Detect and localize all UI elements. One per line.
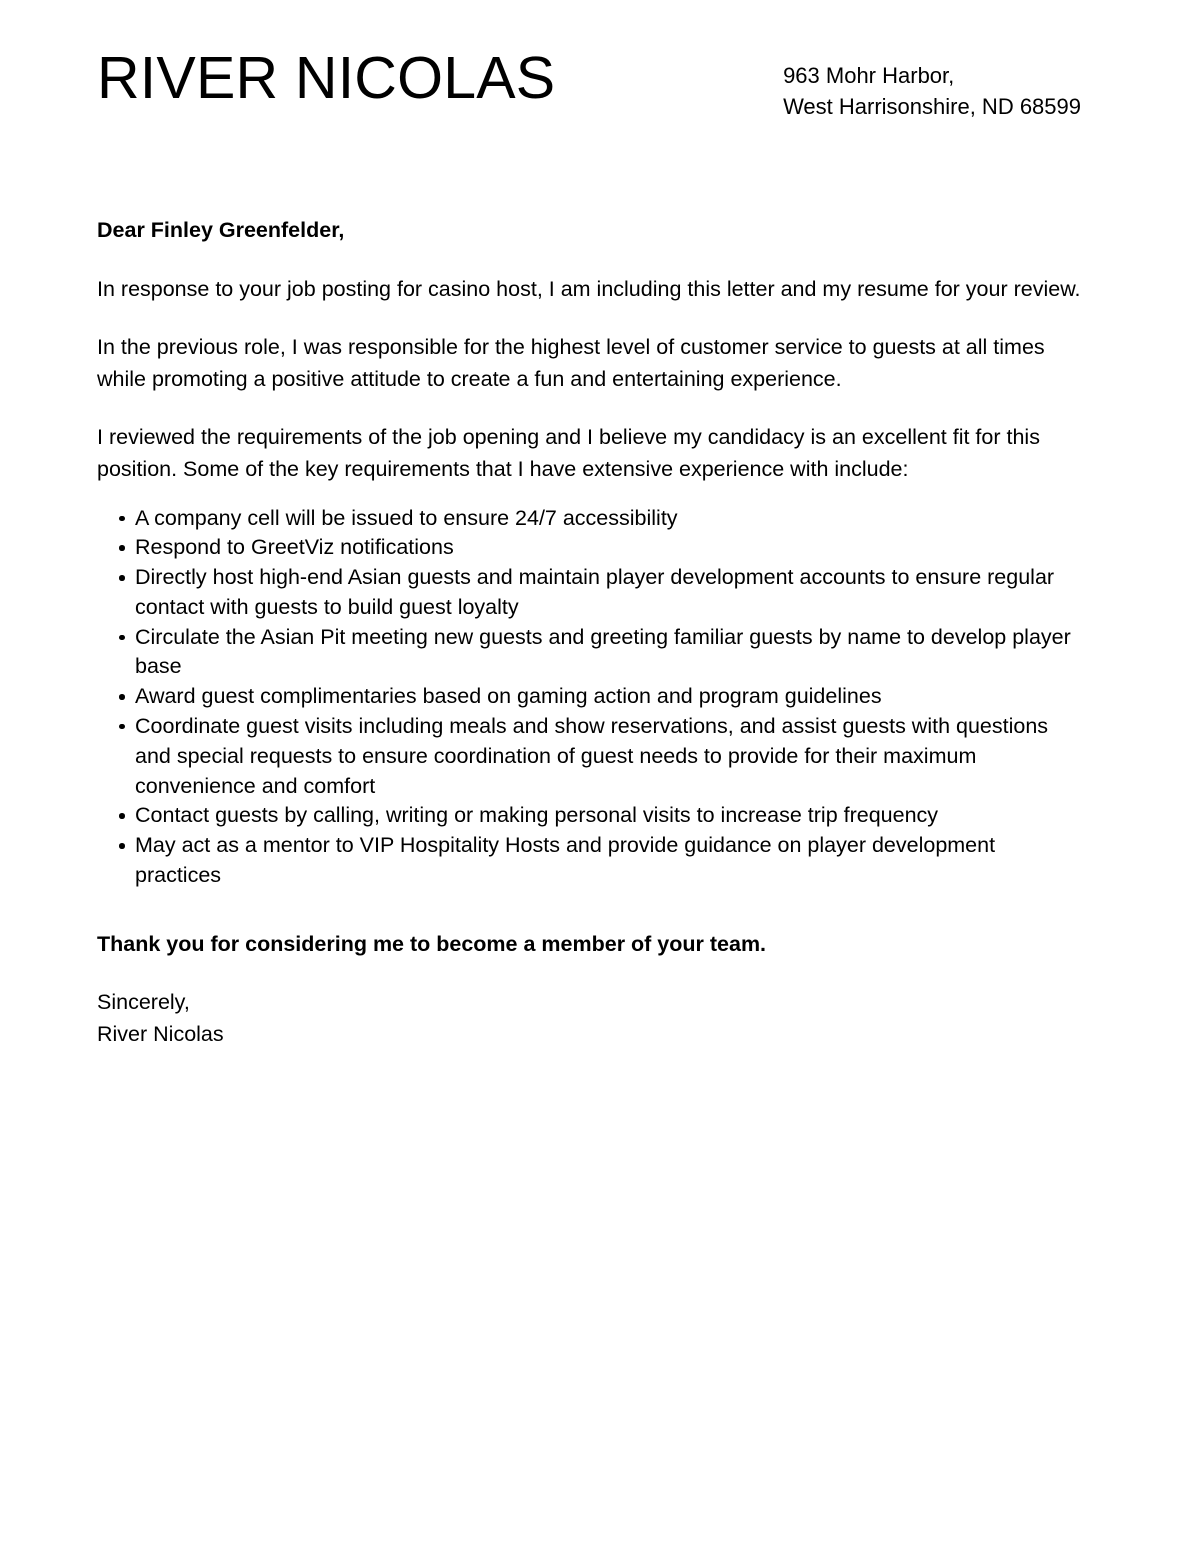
list-item: May act as a mentor to VIP Hospitality Hosts and provide guidance on player development practices — [97, 831, 1082, 891]
list-item: A company cell will be issued to ensure 24/7 accessibility — [97, 504, 1082, 534]
signature-name: River Nicolas — [97, 1022, 224, 1047]
list-item: Directly host high-end Asian guests and maintain player development accounts to ensure regular contact with guests to build guest loyalty — [97, 563, 1082, 623]
list-item: Award guest complimentaries based on gaming action and program guidelines — [97, 682, 1082, 712]
list-item: Contact guests by calling, writing or making personal visits to increase trip frequency — [97, 801, 1082, 831]
address-line-2: West Harrisonshire, ND 68599 — [783, 94, 1081, 120]
list-item: Respond to GreetViz notifications — [97, 533, 1082, 563]
list-item: Circulate the Asian Pit meeting new guests and greeting familiar guests by name to develop player base — [97, 623, 1082, 683]
page-title: RIVER NICOLAS — [97, 45, 556, 111]
paragraph-experience: In the previous role, I was responsible for the highest level of customer service to guests at all times while promoting a positive attitude to create a fun and entertaining experience. — [97, 335, 1045, 391]
sender-address — [783, 60, 1081, 122]
closing-thanks: Thank you for considering me to become a member of your team. — [97, 931, 767, 956]
letter-header — [0, 0, 1200, 122]
requirements-list — [97, 486, 1082, 891]
list-item: Coordinate guest visits including meals and show reservations, and assist guests with questions and special requests to ensure coordination of guest needs to provide for their maximum convenience and comfort — [97, 712, 1082, 801]
paragraph-intro: In response to your job posting for casino host, I am including this letter and my resume for your review. — [97, 276, 1081, 301]
address-line-1: 963 Mohr Harbor, — [783, 63, 955, 88]
signature-closing: Sincerely, — [97, 989, 190, 1014]
paragraph-requirements-intro: I reviewed the requirements of the job opening and I believe my candidacy is an excellent fit for this position. Some of the key requirements that I have extensive experience with include: — [97, 425, 1040, 482]
letter-body — [0, 122, 1200, 1051]
signature-block — [97, 960, 1082, 1051]
salutation: Dear Finley Greenfelder, — [97, 218, 345, 243]
